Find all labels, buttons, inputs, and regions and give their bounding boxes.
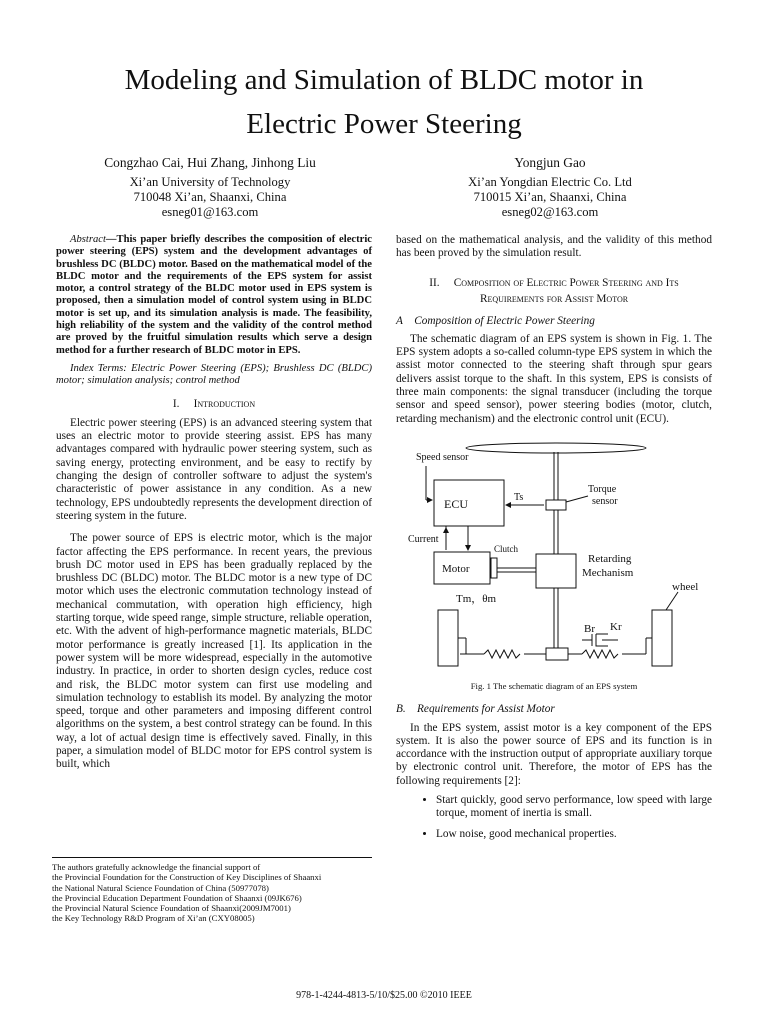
label-tm: Tm，θm <box>456 592 497 605</box>
section-title-line-1: Composition of Electric Power Steering and Its <box>453 276 679 289</box>
intro-paragraph-1: Electric power steering (EPS) is an advanced steering system that uses an electric motor to provide steering assist. EPS has many advantages compared with hydraulic power steering system, such as saving energy, protecting environment, and be easy to rectify by changing the design of controller software to adjust the system's characteristic of power assistance in any condition. As a new technology, EPS undoubtedly represents the development direction of steering system in the future. <box>56 416 372 522</box>
right-spring <box>582 650 618 658</box>
list-item: • Start quickly, good servo performance, low speed with large torque, moment of inertia is small. <box>436 794 712 821</box>
figure-eps-schematic <box>396 442 712 678</box>
section-heading-composition <box>396 275 712 307</box>
abstract-text: This paper briefly describes the composition of electric power steering (EPS) system and the development advantages of brushless DC (BLDC) motor. Based on the mathematical model of the BLDC motor and the requirements of the EPS system for assist motor, a control strategy of the BLDC motor used in EPS system is proposed, then a simulation model of control system using in BLDC motor is set up, and its simulation analysis is made. The feasibility, high reliability of the system and the validity of the control method are proved by the fruitful simulation results which serve a design method for a further research of BLDC motor in EPS. <box>56 234 372 356</box>
author-names: Yongjun Gao <box>514 155 586 170</box>
index-terms: Index Terms: Electric Power Steering (EPS); Brushless DC (BLDC) motor; simulation analysis; control method <box>56 362 372 387</box>
left-column <box>56 234 372 772</box>
left-wheel <box>438 610 458 666</box>
paper-title <box>0 58 768 146</box>
subsection-heading-b <box>396 703 712 716</box>
left-spring <box>484 650 520 658</box>
damper <box>582 634 618 646</box>
section-heading-introduction <box>56 398 372 411</box>
footnote-line: the Provincial Foundation for the Construction of Key Disciplines of Shaanxi <box>52 872 322 883</box>
author-address: 710015 Xi’an, Shaanxi, China <box>473 190 627 204</box>
rack-block <box>546 648 568 660</box>
author-block-2 <box>400 155 700 220</box>
footnote-line: the Provincial Education Department Foundation of Shaanxi (09JK676) <box>52 892 302 903</box>
figure-caption: Fig. 1 The schematic diagram of an EPS system <box>470 680 638 691</box>
author-email: esneg01@163.com <box>161 205 259 219</box>
title-line-1: Modeling and Simulation of BLDC motor in <box>124 64 644 96</box>
footnote-line: The authors gratefully acknowledge the financial support of <box>52 862 261 872</box>
clutch <box>491 558 497 578</box>
author-email: esneg02@163.com <box>501 205 599 219</box>
abstract-dash: — <box>105 234 117 245</box>
retarding-mechanism-box <box>536 554 576 588</box>
abstract <box>56 234 372 357</box>
label-torque: Torque <box>588 483 617 495</box>
subsection-title: Composition of Electric Power Steering <box>414 314 595 327</box>
label-retarding: Retarding <box>588 552 632 565</box>
section-number: I. <box>172 397 180 410</box>
author-names: Congzhao Cai, Hui Zhang, Jinhong Liu <box>104 155 316 170</box>
composition-paragraph: The schematic diagram of an EPS system is shown in Fig. 1. The EPS system adopts a so-called column-type EPS system in which the assist motor connected to the steering shaft through spur gears delivers assist torque to the shaft. In this system, EPS is consists of three main components: the signal transducer (including the torque sensor and speed sensor), power steering bodies (motor, clutch, retarding mechanism) and the electronic control unit (ECU). <box>396 332 712 425</box>
right-column <box>396 234 712 848</box>
subsection-heading-a <box>396 315 712 328</box>
abstract-label: Abstract <box>70 234 106 245</box>
torque-sensor-block <box>546 500 566 510</box>
steering-wheel <box>466 443 646 453</box>
author-address: 710048 Xi’an, Shaanxi, China <box>133 190 287 204</box>
author-block-1 <box>60 155 360 220</box>
author-affiliation: Xi’an Yongdian Electric Co. Ltd <box>468 175 632 189</box>
label-motor: Motor <box>442 562 470 575</box>
requirements-paragraph: In the EPS system, assist motor is a key component of the EPS system. It is also the power source of EPS and its function is in accordance with the instruction output of appropriate auxiliary torque by electronic control unit. Therefore, the motor of EPS has the following requirements [2]: <box>396 721 712 787</box>
section-title: Introduction <box>193 397 256 410</box>
footnote-rule <box>52 857 372 858</box>
right-wheel <box>652 610 672 666</box>
page-identifier: 978-1-4244-4813-5/10/$25.00 ©2010 IEEE <box>296 990 472 1001</box>
eps-schematic-diagram <box>396 442 712 678</box>
footnote-line: the National Natural Science Foundation of China (50977078) <box>52 882 269 893</box>
author-affiliation: Xi’an University of Technology <box>129 175 291 189</box>
label-kr: Kr <box>610 620 622 633</box>
section-number: II. <box>429 276 440 289</box>
label-clutch: Clutch <box>494 543 518 554</box>
intro-paragraph-2: The power source of EPS is electric motor, which is the major factor affecting the EPS performance. In recent years, the previous brush DC motor used in EPS has been gradually replaced by the brushless DC (BLDC) motor. The BLDC motor is a new type of DC motor which uses the electronic commutation technology instead of mechanical commutation, with operation high efficiency, high starting torque, wide speed range, simple structure, reliable operation, etc. With the advent of high-performance magnetic materials, BLDC motor performance is greatly increased [1]. Its application in the power system will be more widespread, especially in the automotive industry. In practice, in order to shorten design cycles, reduce cost and risk, the BLDC motor system can first use modeling and simulation technology to establish its model. By analyzing the motor speed, torque and other parameters and imposing different control algorithms on the system, a best control strategy can be found. In this way, a lot of actual design time is effectively saved. Finally, in this paper, a simulation model of BLDC motor for EPS control system is built, which <box>56 532 372 771</box>
footnote <box>52 857 372 924</box>
continued-paragraph: based on the mathematical analysis, and the validity of this method has been proved by the simulation result. <box>396 234 712 260</box>
subsection-number: B. <box>396 703 406 716</box>
subsection-number: A <box>396 314 403 327</box>
footnote-line: the Provincial Natural Science Foundation of Shaanxi(2009JM7001) <box>52 903 291 914</box>
requirements-list <box>396 794 712 841</box>
title-line-2: Electric Power Steering <box>246 108 522 140</box>
label-current: Current <box>408 533 439 545</box>
label-mechanism: Mechanism <box>582 566 634 579</box>
label-sensor: sensor <box>592 495 618 507</box>
label-wheel: wheel <box>672 580 699 593</box>
label-ecu: ECU <box>444 496 468 511</box>
footnote-line: the Key Technology R&D Program of Xi’an (CXY08005) <box>52 913 255 924</box>
label-br: Br <box>584 622 595 635</box>
subsection-title: Requirements for Assist Motor <box>417 703 555 716</box>
label-ts: Ts <box>514 491 524 503</box>
label-speed-sensor: Speed sensor <box>416 451 469 463</box>
section-title-line-2: Requirements for Assist Motor <box>479 292 629 305</box>
list-item: • Low noise, good mechanical properties. <box>436 828 712 841</box>
